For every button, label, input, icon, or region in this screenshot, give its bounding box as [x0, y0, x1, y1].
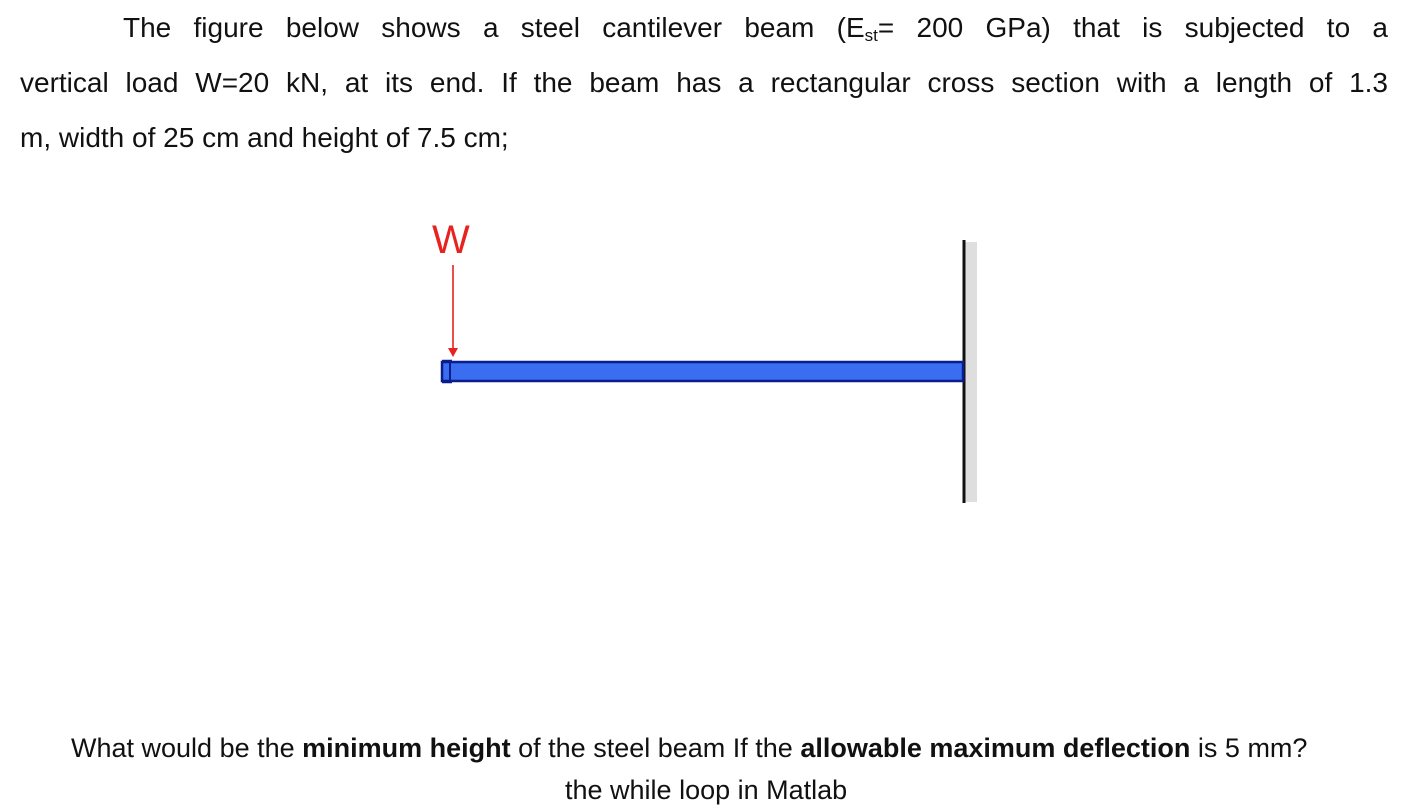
question-part-2: of the steel beam If the — [510, 733, 801, 763]
problem-line-3: m, width of 25 cm and height of 7.5 cm; — [20, 122, 509, 153]
problem-line-1 — [20, 0, 1388, 55]
question-part-1: What would be the — [71, 733, 303, 763]
load-label: W — [432, 218, 470, 262]
modulus-subscript: st — [864, 26, 878, 45]
question-part-3: is 5 mm? — [1190, 733, 1308, 763]
beam — [442, 362, 963, 381]
question-text — [71, 726, 1387, 770]
question-emphasis-height: minimum height — [302, 733, 511, 763]
load-arrow-head — [448, 348, 458, 357]
matlab-note: the while loop in Matlab — [565, 775, 848, 805]
problem-line-2: vertical load W=20 kN, at its end. If the beam has a rectangular cross section with a length of 1.3 — [20, 67, 1388, 98]
problem-statement — [20, 0, 1388, 165]
question-emphasis-deflection: allowable maximum deflection — [800, 733, 1191, 763]
problem-line-1-text: The figure below shows a steel cantilever beam (E — [123, 12, 865, 43]
cantilever-figure — [420, 220, 1000, 520]
beam-diagram — [420, 220, 1000, 520]
wall-shade — [965, 242, 977, 502]
problem-line-1-rest: = 200 GPa) that is subjected to a — [877, 12, 1388, 43]
